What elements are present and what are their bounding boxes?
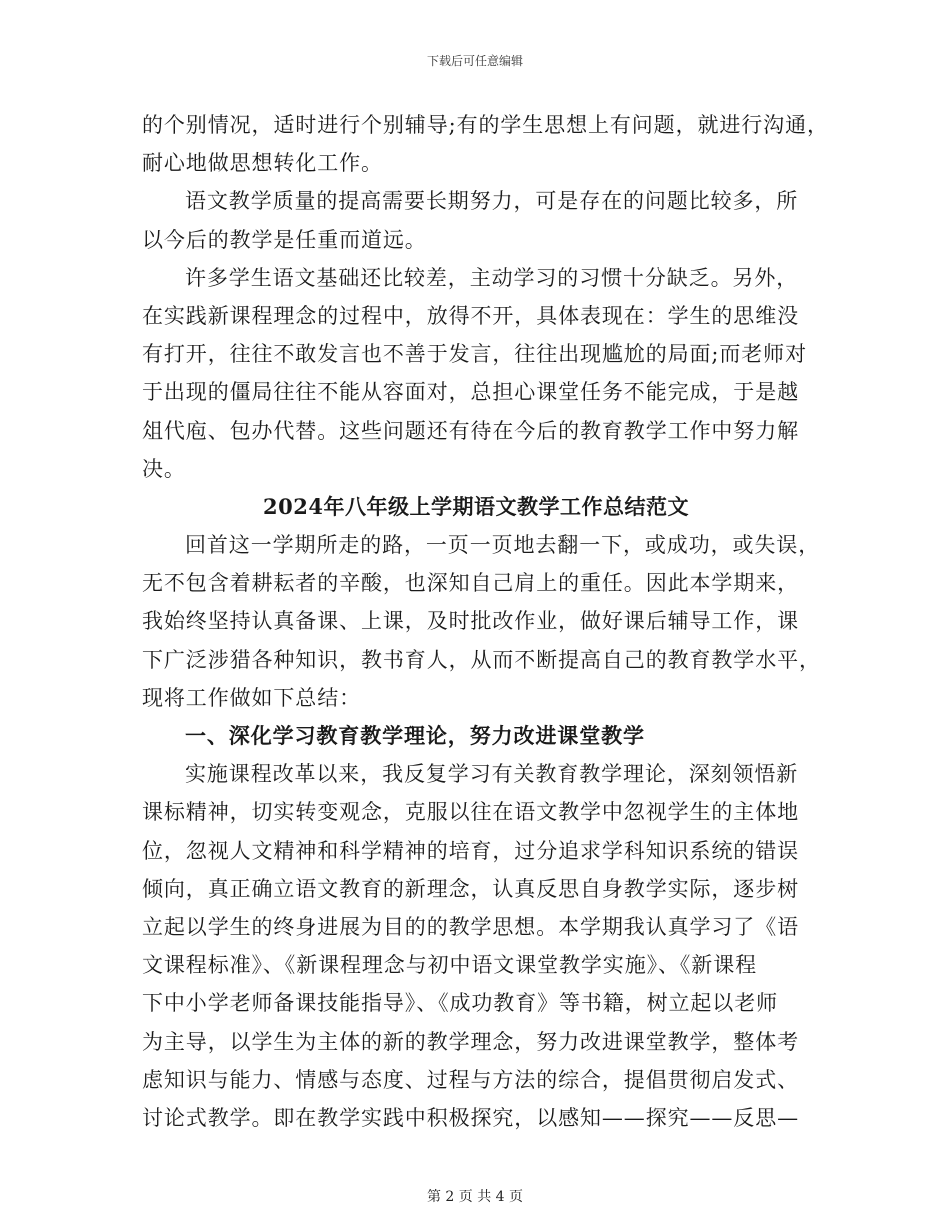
document-body xyxy=(142,106,829,1137)
body-line: 决。 xyxy=(142,456,186,481)
body-line: 立起以学生的终身进展为目的的教学思想。本学期我认真学习了《语 xyxy=(142,914,799,939)
body-line: 以今后的教学是任重而道远。 xyxy=(142,227,427,252)
body-line: 有打开，往往不敢发言也不善于发言，往往出现尴尬的局面;而老师对 xyxy=(142,342,807,367)
body-line: 无不包含着耕耘者的辛酸，也深知自己肩上的重任。因此本学期来， xyxy=(142,571,799,596)
body-line: 为主导，以学生为主体的新的教学理念，努力改进课堂教学，整体考 xyxy=(142,1029,799,1054)
section-heading: 一、深化学习教育教学理论，努力改进课堂教学 xyxy=(185,723,645,748)
body-line: 文课程标准》、《新课程理念与初中语文课堂教学实施》、《新课程 xyxy=(142,953,757,978)
page-header: 下载后可任意编辑 xyxy=(426,54,523,68)
body-line: 虑知识与能力、情感与态度、过程与方法的综合，提倡贯彻启发式、 xyxy=(142,1067,799,1092)
body-line: 下中小学老师备课技能指导》、《成功教育》等书籍，树立起以老师 xyxy=(142,991,778,1016)
body-line: 课标精神，切实转变观念，克服以往在语文教学中忽视学生的主体地 xyxy=(142,800,799,825)
body-line: 下广泛涉猎各种知识，教书育人，从而不断提高自己的教育教学水平， xyxy=(142,647,821,672)
body-line: 在实践新课程理念的过程中，放得不开，具体表现在：学生的思维没 xyxy=(142,303,799,328)
body-line: 位，忽视人文精神和科学精神的培育，过分追求学科知识系统的错误 xyxy=(142,838,799,863)
page-footer: 第 2 页 共 4 页 xyxy=(426,1189,524,1205)
document-title: 2024年八年级上学期语文教学工作总结范文 xyxy=(263,493,689,519)
body-line: 实施课程改革以来，我反复学习有关教育教学理论，深刻领悟新 xyxy=(185,762,799,787)
body-line: 现将工作做如下总结： xyxy=(142,685,361,710)
body-line: 倾向，真正确立语文教育的新理念，认真反思自身教学实际，逐步树 xyxy=(142,876,799,901)
body-line: 许多学生语文基础还比较差，主动学习的习惯十分缺乏。另外， xyxy=(185,265,799,290)
body-line: 的个别情况，适时进行个别辅导;有的学生思想上有问题，就进行沟通， xyxy=(142,113,829,137)
body-line: 于出现的僵局往往不能从容面对，总担心课堂任务不能完成，于是越 xyxy=(142,380,799,405)
body-line: 回首这一学期所走的路，一页一页地去翻一下，或成功，或失误， xyxy=(185,533,821,558)
body-line: 语文教学质量的提高需要长期努力，可是存在的问题比较多，所 xyxy=(185,189,799,214)
body-line: 耐心地做思想转化工作。 xyxy=(142,151,383,176)
body-line: 我始终坚持认真备课、上课，及时批改作业，做好课后辅导工作，课 xyxy=(142,609,799,634)
body-line: 俎代庖、包办代替。这些问题还有待在今后的教育教学工作中努力解 xyxy=(142,418,799,443)
body-line: 讨论式教学。即在教学实践中积极探究，以感知——探究——反思— xyxy=(142,1105,799,1130)
